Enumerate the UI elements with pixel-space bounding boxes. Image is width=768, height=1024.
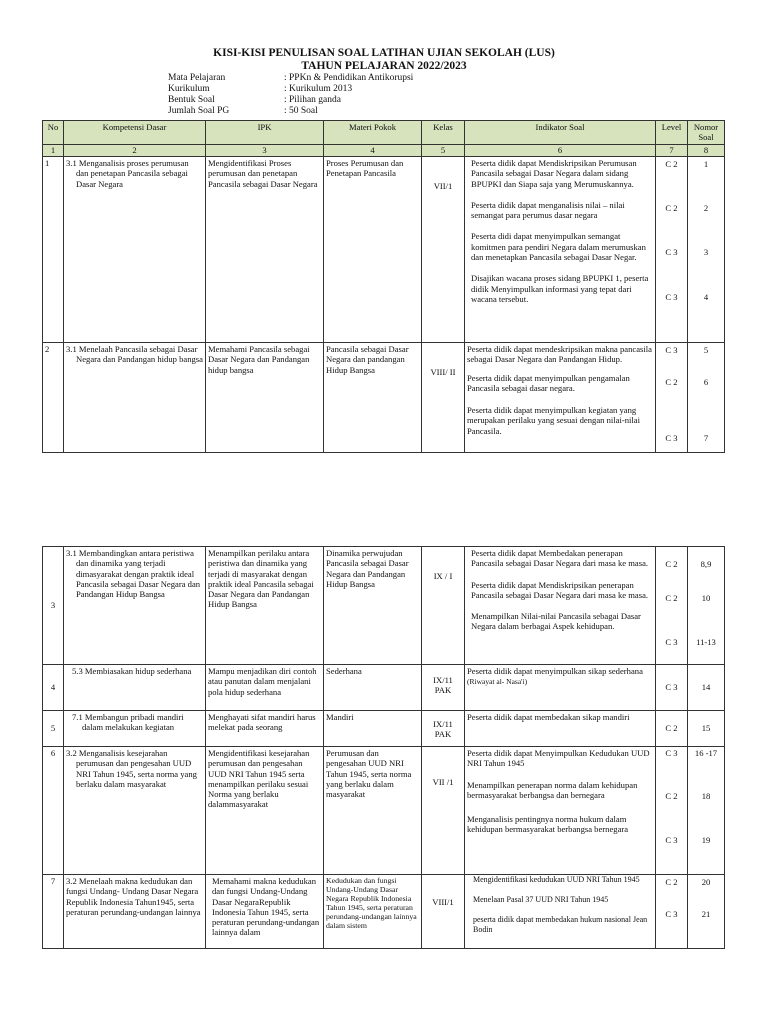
row-nomor [688, 157, 725, 343]
row-indikator [465, 157, 656, 343]
table-row [43, 665, 725, 711]
row-nomor: 15 [688, 711, 725, 747]
row-kd-text: 3.1 Membandingkan antara peristiwa dan dinamika yang terjadi dimasyarakat dengan praktik ideal Pancasila sebagai Dasar Negara dan Pandangan Hidup Bangsa [66, 548, 201, 600]
doc-title: KISI-KISI PENULISAN SOAL LATIHAN UJIAN SEKOLAH (LUS) [213, 47, 555, 59]
col-num: 5 [422, 145, 465, 157]
column-number-row [43, 145, 725, 157]
meta-row [168, 84, 413, 95]
col-indikator: Indikator Soal [465, 121, 656, 145]
row-no: 2 [43, 343, 64, 453]
nomor-value: 20 [701, 877, 711, 887]
row-nomor [688, 747, 725, 875]
row-kelas: IX/11 PAK [422, 665, 465, 711]
level-value: C 3 [665, 835, 678, 845]
col-num: 4 [324, 145, 422, 157]
row-materi: Mandiri [324, 711, 422, 747]
indikator-item: Peserta didik dapat Mendiskripsikan penerapan Pancasila sebagai Dasar Negara dari masa ke masa. [471, 579, 649, 600]
row-materi: Proses Perumusan dan Penetapan Pancasila [324, 157, 422, 343]
row-indikator [465, 343, 656, 453]
row-kd-text: 3.1 Menelaah Pancasila sebagai Dasar Negara dan Pandangan hidup bangsa [66, 344, 203, 365]
row-kelas: IX/11 PAK [422, 711, 465, 747]
table-row [43, 711, 725, 747]
indikator-item: Peserta didik dapat menyimpulkan pengamalan Pancasila sebagai dasar negara. [467, 372, 630, 393]
nomor-value: 19 [701, 835, 711, 845]
row-ipk: Menghayati sifat mandiri harus melekat pada seorang [206, 711, 324, 747]
row-level [656, 157, 688, 343]
row-kd: 3.2 Menelaah makna kedudukan dan fungsi Undang- Undang Dasar Negara Republik Indonesia Tahun1945, serta peraturan perundang-undangan lainnya [64, 875, 206, 949]
nomor-value: 6 [703, 377, 709, 387]
indikator-item: Disajikan wacana proses sidang BPUPKI 1, peserta didik Menyimpulkan informasi yang tepat dari wacana tersebut. [471, 273, 649, 304]
row-no: 1 [43, 157, 64, 343]
indikator-item: Peserta didik dapat membedakan sikap mandiri [467, 712, 630, 722]
level-value: C 2 [665, 791, 678, 801]
indikator-item [467, 666, 653, 688]
indikator-item: Menelaan Pasal 37 UUD NRI Tahun 1945 [473, 894, 609, 904]
level-value: C 3 [665, 637, 678, 647]
row-ipk: Mengidentifikasi kesejarahan perumusan dan pengesahan UUD NRI Tahun 1945 serta menampilkan perilaku sesuai Norma yang berlaku dalammasyarakat [206, 747, 324, 875]
meta-value: : 50 Soal [284, 106, 318, 116]
row-kd [64, 547, 206, 665]
row-indikator [465, 747, 656, 875]
meta-value: : PPKn & Pendidikan Antikorupsi [284, 73, 414, 83]
level-value: C 3 [665, 292, 678, 302]
meta-value: : Pilihan ganda [284, 95, 341, 105]
col-num: 3 [206, 145, 324, 157]
col-num: 1 [43, 145, 64, 157]
indikator-item: Peserta didi dapat menyimpulkan semangat komitmen para pendiri Negara dalam merumuskan dan menetapkan Pancasila sebagai Dasar Negar. [471, 231, 646, 263]
meta-key: Mata Pelajaran [168, 73, 226, 83]
row-level [656, 875, 688, 949]
meta-key: Jumlah Soal PG [168, 106, 230, 116]
level-value: C 3 [665, 433, 678, 443]
indikator-text: Peserta didik dapat menyimpulkan sikap sederhana [467, 666, 643, 676]
level-value: C 3 [665, 345, 678, 355]
row-nomor: 14 [688, 665, 725, 711]
indikator-item: Peserta didik dapat Menyimpulkan Kedudukan UUD NRI Tahun 1945 [467, 748, 650, 769]
indikator-item: peserta didik dapat membedakan hukum nasional Jean Bodin [473, 914, 648, 935]
nomor-value: 5 [703, 345, 709, 355]
row-kelas: VIII/1 [422, 875, 465, 949]
indikator-item: Menganalisis pentingnya norma hukum dalam kehidupan bermasyarakat berbangsa bernegara [467, 814, 629, 835]
level-value: C 2 [665, 159, 678, 169]
table-row [43, 547, 725, 665]
level-value: C 3 [665, 909, 678, 919]
row-kd-text: 3.2 Menganalisis kesejarahan perumusan dan pengesahan UUD NRI Tahun 1945, serta norma yang berlaku dalam masyarakat [66, 748, 197, 789]
row-ipk: Menampilkan perilaku antara peristiwa dan dinamika yang terjadi di masyarakat dengan praktik ideal Pancasila sebagai Dasar Negara dan Pandangan Hidup Bangsa [206, 547, 324, 665]
row-level [656, 747, 688, 875]
row-no: 5 [43, 711, 64, 747]
row-kd [64, 711, 206, 747]
meta-row [168, 95, 413, 106]
kisi-table-2 [42, 546, 725, 949]
table-row [43, 343, 725, 453]
col-nomor: Nomor Soal [688, 121, 725, 145]
row-kd-text: 3.1 Menganalisis proses perumusan dan penetapan Pancasila sebagai Dasar Negara [66, 158, 189, 189]
level-value: C 2 [665, 377, 678, 387]
indikator-item: Menampilkan penerapan norma dalam kehidupan bermasyarakat berbangsa dan bernegara [467, 779, 638, 800]
col-materi: Materi Pokok [324, 121, 422, 145]
row-materi: Dinamika perwujudan Pancasila sebagai Dasar Negara dan Pandangan Hidup Bangsa [324, 547, 422, 665]
row-kelas: VIII/ II [422, 343, 465, 453]
col-level: Level [656, 121, 688, 145]
col-num: 7 [656, 145, 688, 157]
nomor-value: 1 [703, 159, 709, 169]
meta-row [168, 106, 413, 117]
row-no: 6 [43, 747, 64, 875]
meta-value: : Kurikulum 2013 [284, 84, 353, 94]
row-materi: Kedudukan dan fungsi Undang-Undang Dasar Negara Republik Indonesia Tahun 1945, serta peraturan perundang-undangan lainnya dalam sistem [324, 875, 422, 949]
kisi-table-1 [42, 120, 725, 453]
col-no: No [43, 121, 64, 145]
indikator-note: (Riwayat al- Nasa'i) [467, 677, 528, 687]
meta-block [168, 73, 413, 117]
level-value: C 3 [665, 247, 678, 257]
indikator-item: Peserta didik dapat Membedakan penerapan Pancasila sebagai Dasar Negara dari masa ke masa. [471, 548, 649, 569]
row-ipk: Mengidentifikasi Proses perumusan dan penetapan Pancasila sebagai Dasar Negara [206, 157, 324, 343]
nomor-value: 2 [703, 203, 709, 213]
row-kelas: IX / I [422, 547, 465, 665]
row-kd-text: 5.3 Membiasakan hidup sederhana [72, 666, 192, 676]
nomor-value: 8,9 [700, 559, 712, 569]
col-ipk: IPK [206, 121, 324, 145]
row-no: 3 [43, 547, 64, 665]
row-kd [64, 665, 206, 711]
col-kelas: Kelas [422, 121, 465, 145]
row-no: 7 [43, 875, 64, 949]
meta-row [168, 73, 413, 84]
table-header-row [43, 121, 725, 145]
nomor-value: 18 [701, 791, 711, 801]
nomor-value: 7 [703, 433, 709, 443]
col-kd: Kompetensi Dasar [64, 121, 206, 145]
row-kelas: VII /1 [422, 747, 465, 875]
row-kd [64, 157, 206, 343]
indikator-item: Menampilkan Nilai-nilai Pancasila sebagai Dasar Negara dalam berbagai Aspek kehidupan. [471, 611, 641, 632]
indikator-item: Mengidentifikasi kedudukan UUD NRI Tahun 1945 [473, 875, 640, 884]
row-no: 4 [43, 665, 64, 711]
row-ipk: Mampu menjadikan diri contoh atau panutan dalam menjalani pola hidup sederhana [206, 665, 324, 711]
nomor-value: 11-13 [696, 637, 716, 647]
row-kd [64, 343, 206, 453]
row-nomor [688, 547, 725, 665]
row-indikator [465, 665, 656, 711]
indikator-item: Peserta didik dapat mendeskripsikan makna pancasila sebagai Dasar Negara dan Pandangan Hidup. [467, 344, 652, 365]
row-materi: Pancasila sebagai Dasar Negara dan pandangan Hidup Bangsa [324, 343, 422, 453]
col-num: 6 [465, 145, 656, 157]
table-row [43, 747, 725, 875]
row-level [656, 343, 688, 453]
row-kelas: VII/1 [422, 157, 465, 343]
row-indikator [465, 711, 656, 747]
nomor-value: 16 -17 [694, 748, 718, 758]
nomor-value: 3 [703, 247, 709, 257]
level-value: C 2 [665, 203, 678, 213]
row-kd-text: 7.1 Membangun pribadi mandiri dalam melakukan kegiatan [72, 712, 184, 733]
row-level [656, 547, 688, 665]
level-value: C 2 [665, 559, 678, 569]
row-indikator [465, 875, 656, 949]
nomor-value: 21 [701, 909, 711, 919]
row-nomor [688, 343, 725, 453]
col-num: 2 [64, 145, 206, 157]
row-nomor [688, 875, 725, 949]
row-level: C 2 [656, 711, 688, 747]
row-materi: Perumusan dan pengesahan UUD NRI Tahun 1945, serta norma yang berlaku dalam masyarakat [324, 747, 422, 875]
table-row [43, 875, 725, 949]
indikator-item: Peserta didik dapat menganalisis nilai – nilai semangat para perumus dasar negara [471, 199, 625, 221]
level-value: C 3 [665, 748, 678, 758]
row-indikator [465, 547, 656, 665]
row-ipk: Memahami Pancasila sebagai Dasar Negara dan Pandangan hidup bangsa [206, 343, 324, 453]
indikator-item: Peserta didik dapat Mendiskripsikan Perumusan Pancasila sebagai Dasar Negara dalam sidang BPUPKI dan Siapa saja yang Merumuskannya. [471, 158, 637, 189]
nomor-value: 10 [701, 593, 711, 603]
level-value: C 2 [665, 877, 678, 887]
meta-key: Bentuk Soal [168, 95, 215, 105]
row-kd [64, 747, 206, 875]
col-num: 8 [688, 145, 725, 157]
row-ipk: Memahami makna kedudukan dan fungsi Undang-Undang Dasar NegaraRepublik Indonesia Tahun 1945, serta peraturan perundang-undangan lainnya dalam [206, 875, 324, 949]
meta-key: Kurikulum [168, 84, 210, 94]
table-row [43, 157, 725, 343]
row-level: C 3 [656, 665, 688, 711]
indikator-item: Peserta didik dapat menyimpulkan kegiatan yang merupakan perilaku yang sesuai dengan nilai-nilai Pancasila. [467, 405, 641, 436]
doc-subtitle: TAHUN PELAJARAN 2022/2023 [301, 60, 467, 72]
level-value: C 2 [665, 593, 678, 603]
nomor-value: 4 [703, 292, 709, 302]
row-materi: Sederhana [324, 665, 422, 711]
